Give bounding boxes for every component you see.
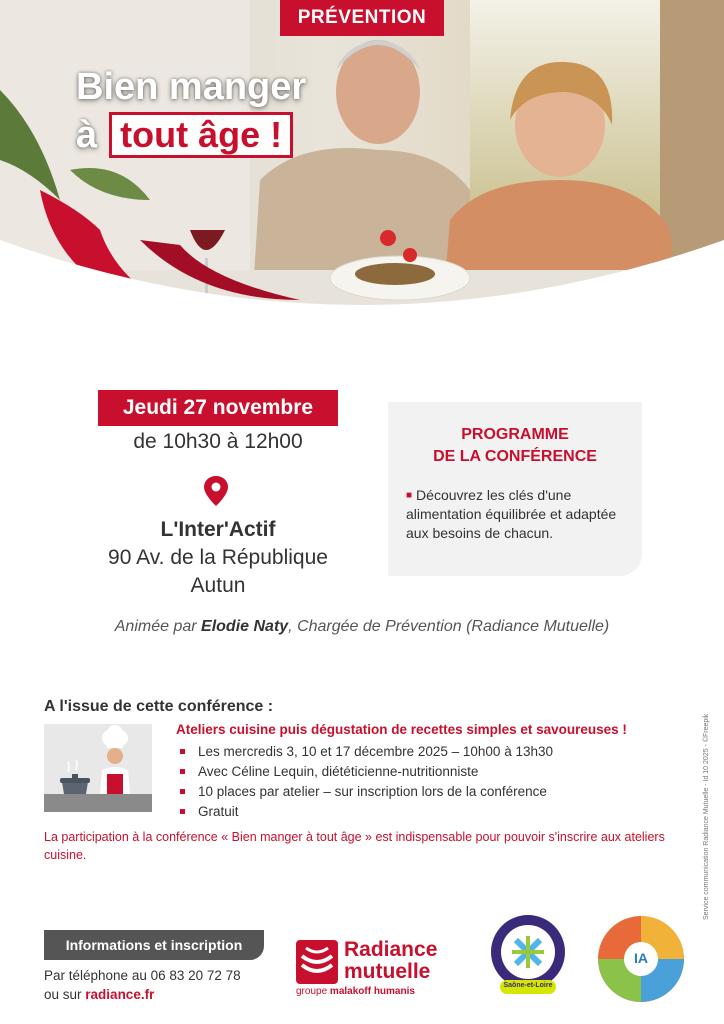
interactif-badge xyxy=(596,914,686,1004)
hero-image xyxy=(0,0,724,340)
radiance-logo xyxy=(296,938,466,1002)
title-line1: Bien manger xyxy=(76,66,307,108)
programme-item-text: Découvrez les clés d'une alimentation équilibrée et adaptée aux besoins de chacun. xyxy=(406,487,617,541)
host-line xyxy=(0,618,724,636)
logo-line2: mutuelle xyxy=(344,960,431,983)
title-highlight: tout âge ! xyxy=(109,112,293,158)
venue-address: 90 Av. de la République xyxy=(108,546,328,569)
logo-group-prefix: groupe xyxy=(296,986,328,997)
logo-group-name: malakoff humanis xyxy=(329,986,415,997)
venue-city: Autun xyxy=(190,574,246,597)
prevention-tag: PRÉVENTION xyxy=(280,0,444,36)
list-item: Les mercredis 3, 10 et 17 décembre 2025 – 10h00 à 13h30 xyxy=(176,742,553,762)
title-line2-prefix: à xyxy=(76,113,98,156)
list-item: Gratuit xyxy=(176,802,553,822)
list-item: Avec Céline Lequin, diététicienne-nutritionniste xyxy=(176,762,553,782)
contact-web-prefix: ou sur xyxy=(44,987,82,1002)
location-pin-icon xyxy=(204,476,228,506)
ateliers-list xyxy=(176,742,553,822)
list-item: 10 places par atelier – sur inscription lors de la conférence xyxy=(176,782,553,802)
contact-block xyxy=(44,966,241,1004)
logo-group xyxy=(296,986,415,997)
host-prefix: Animée par xyxy=(114,618,197,635)
programme-title-line1: PROGRAMME xyxy=(461,426,569,443)
side-credit xyxy=(703,700,717,920)
programme-panel xyxy=(388,402,642,576)
badge2-text: IA xyxy=(634,950,648,966)
programme-title-line2: DE LA CONFÉRENCE xyxy=(433,448,597,465)
contact-web xyxy=(44,985,241,1004)
title-line2 xyxy=(76,112,293,158)
chef-illustration xyxy=(44,724,152,812)
event-time: de 10h30 à 12h00 xyxy=(133,430,303,453)
host-suffix: , Chargée de Prévention (Radiance Mutuelle) xyxy=(288,618,610,635)
logo-line1: Radiance xyxy=(344,938,438,961)
website-link[interactable]: radiance.fr xyxy=(85,987,155,1002)
venue-name: L'Inter'Actif xyxy=(160,518,276,541)
hero-photo-illustration xyxy=(0,0,724,340)
programme-item xyxy=(406,486,628,543)
venue-block xyxy=(58,516,378,600)
square-bullet-icon: ■ xyxy=(406,490,413,501)
chef-icon xyxy=(44,724,152,812)
event-date: Jeudi 27 novembre xyxy=(98,390,338,426)
credit-text: Service communication Radiance Mutuelle - Id 10 2025 - ©Freepik xyxy=(703,713,710,920)
info-bar: Informations et inscription xyxy=(44,930,264,960)
ateliers-title: Ateliers cuisine puis dégustation de recettes simples et savoureuses ! xyxy=(176,722,627,737)
host-name: Elodie Naty xyxy=(201,618,289,635)
participation-note: La participation à la conférence « Bien manger à tout âge » est indispensable pour pouvoir s'inscrire aux ateliers cuisine. xyxy=(44,830,665,862)
contact-phone: Par téléphone au 06 83 20 72 78 xyxy=(44,968,241,983)
badge1-banner: Saône-et-Loire xyxy=(503,982,553,989)
ateliers-intro: A l'issue de cette conférence : xyxy=(44,698,274,715)
programme-title xyxy=(388,424,642,468)
commission-financeurs-badge xyxy=(488,912,568,998)
radiance-logo-icon xyxy=(296,940,338,984)
